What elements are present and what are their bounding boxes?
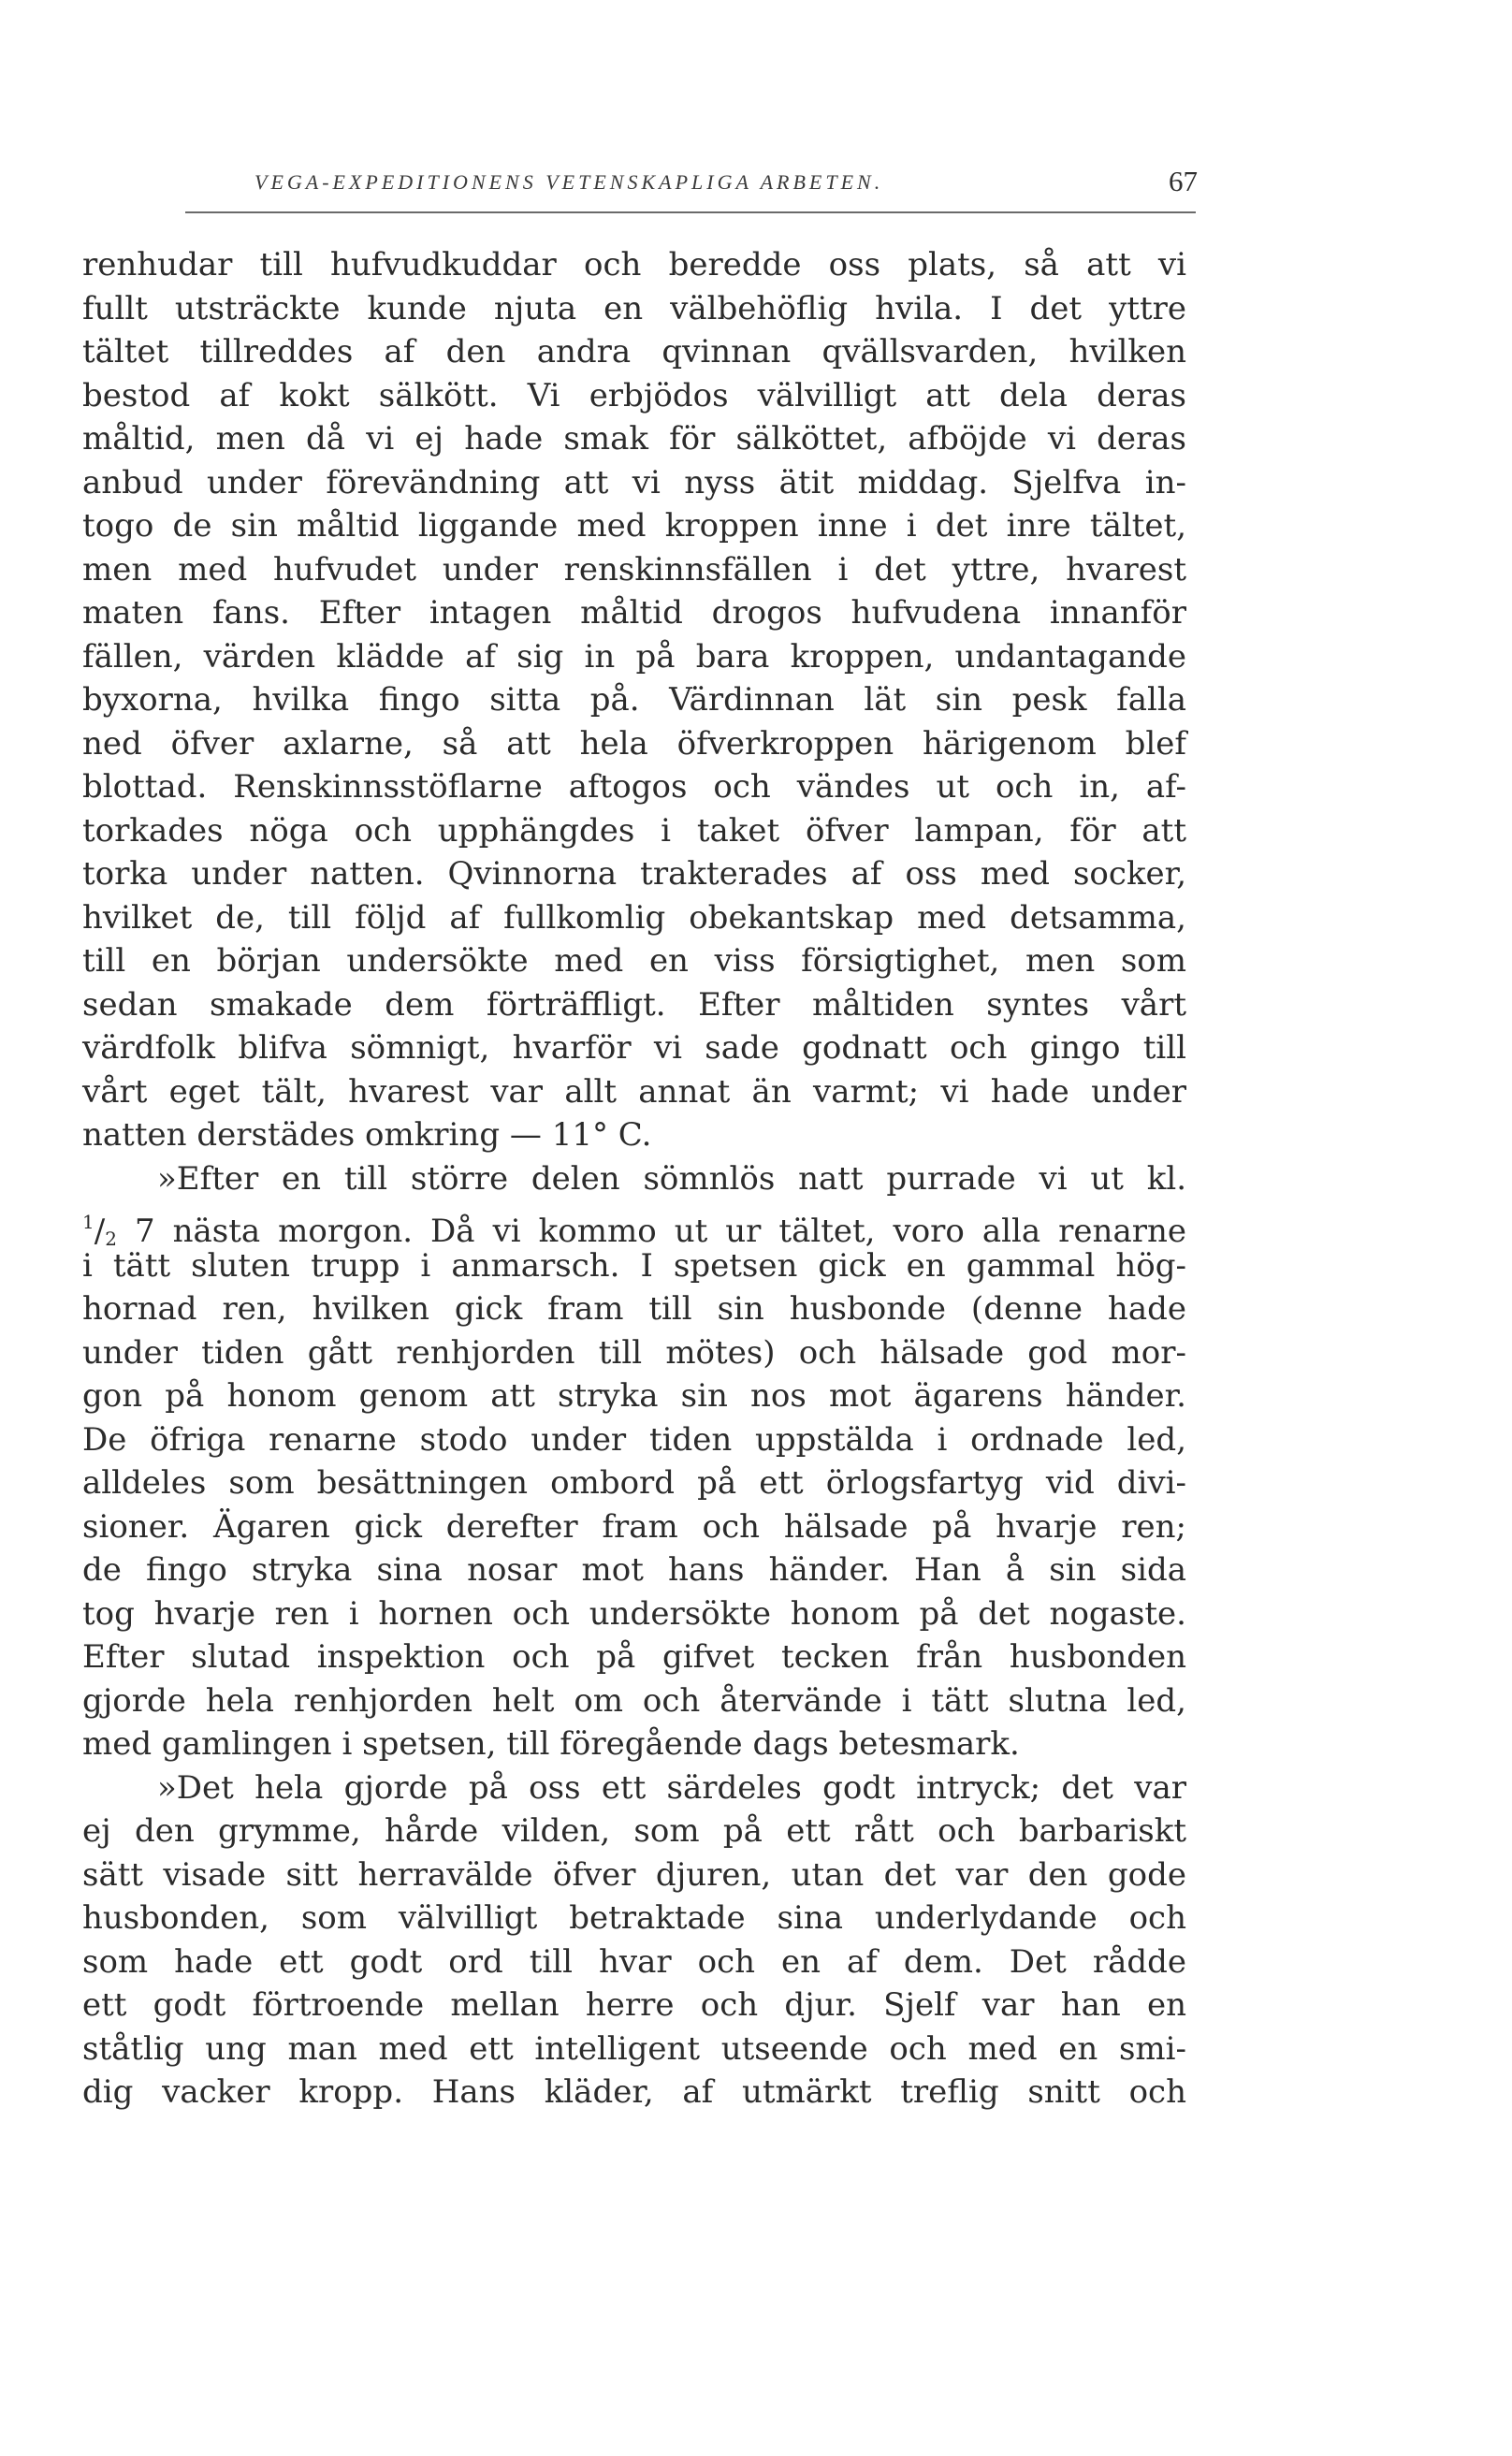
text-line: sioner. Ägaren gick derefter fram och hälsade på hvarje ren; [82,1507,1186,1546]
text-line: dig vacker kropp. Hans kläder, af utmärkt treflig snitt och [82,2073,1186,2111]
fraction-numerator: 1 [82,1211,94,1233]
text-line: tog hvarje ren i hornen och undersökte honom på det nogaste. [82,1594,1186,1633]
text-line: torkades nöga och upphängdes i taket öfver lampan, för att [82,811,1186,850]
text-line: natten derstädes omkring — 11° C. [82,1116,652,1154]
text-line: bestod af kokt sälkött. Vi erbjödos välvilligt att dela deras [82,376,1186,414]
text-line: värdfolk blifva sömnigt, hvarför vi sade godnatt och gingo till [82,1029,1186,1067]
text-line: »Det hela gjorde på oss ett särdeles godt intryck; det var [157,1768,1186,1807]
text-line: alldeles som besättningen ombord på ett örlogsfartyg vid divi- [82,1464,1186,1502]
text-line: renhudar till hufvudkuddar och beredde oss plats, så att vi [82,246,1186,283]
text-line: ej den grymme, hårde vilden, som på ett rått och barbariskt [82,1812,1186,1850]
text-line: sedan smakade dem förträffligt. Efter måltiden syntes vårt [82,985,1186,1024]
text-line: maten fans. Efter intagen måltid drogos hufvudena innanför [82,594,1186,632]
text-line-fraction: $^1/_2$ 7 nästa morgon. Då vi kommo ut ur tältet, voro alla renarne [82,1211,1186,1250]
text-line: blottad. Renskinnsstöflarne aftogos och vändes ut och in, af- [82,768,1186,806]
header-rule [185,211,1196,213]
text-line: fullt utsträckte kunde njuta en välbehöflig hvila. I det yttre [82,289,1186,327]
text-line: hvilket de, till följd af fullkomlig obekantskap med detsamma, [82,898,1186,937]
text-line: som hade ett godt ord till hvar och en af dem. Det rådde [82,1942,1186,1981]
text-line: tältet tillreddes af den andra qvinnan qvällsvarden, hvilken [82,333,1186,371]
page-number: 67 [1169,165,1198,197]
running-title: VEGA-EXPEDITIONENS VETENSKAPLIGA ARBETEN. [254,170,884,194]
text-line: vårt eget tält, hvarest var allt annat än varmt; vi hade under [82,1072,1186,1111]
text-line: togo de sin måltid liggande med kroppen inne i det inre tältet, [82,507,1186,545]
text-line: byxorna, hvilka fingo sitta på. Värdinnan lät sin pesk falla [82,681,1186,719]
text-line: under tiden gått renhjorden till mötes) och hälsade god mor- [82,1333,1186,1372]
text-line: husbonden, som välvilligt betraktade sina underlydande och [82,1899,1186,1937]
text-line: måltid, men då vi ej hade smak för sälköttet, afböjde vi deras [82,420,1186,458]
text-line: Efter slutad inspektion och på gifvet tecken från husbonden [82,1638,1186,1676]
text-line: ett godt förtroende mellan herre och djur. Sjelf var han en [82,1986,1186,2024]
fraction-denominator: 2 [105,1228,117,1250]
text-line: De öfriga renarne stodo under tiden uppstälda i ordnade led, [82,1420,1186,1459]
text-line: gon på honom genom att stryka sin nos mot ägarens händer. [82,1377,1186,1415]
text-line: gjorde hela renhjorden helt om och återvände i tätt slutna led, [82,1681,1186,1720]
text-line: anbud under förevändning att vi nyss ätit middag. Sjelfva in- [82,463,1186,501]
text-line: med gamlingen i spetsen, till föregående dags betesmark. [82,1725,1020,1763]
text-line: fällen, värden klädde af sig in på bara kroppen, undantagande [82,637,1186,676]
text-line: ned öfver axlarne, så att hela öfverkroppen härigenom blef [82,724,1186,763]
text-line: men med hufvudet under renskinnsfällen i det yttre, hvarest [82,550,1186,589]
text-line-rest: 7 nästa morgon. Då vi kommo ut ur tältet, voro alla renarne [134,1213,1186,1250]
text-line: »Efter en till större delen sömnlös natt purrade vi ut kl. [157,1159,1186,1198]
text-line: i tätt sluten trupp i anmarsch. I spetsen gick en gammal hög- [82,1246,1186,1285]
running-head [254,165,1198,202]
body-text [82,243,1186,2114]
text-line: de fingo stryka sina nosar mot hans händer. Han å sin sida [82,1551,1186,1589]
text-line: hornad ren, hvilken gick fram till sin husbonde (denne hade [82,1290,1186,1328]
text-line: ståtlig ung man med ett intelligent utseende och med en smi- [82,2029,1186,2068]
text-line: sätt visade sitt herravälde öfver djuren, utan det var den gode [82,1855,1186,1894]
text-line: torka under natten. Qvinnorna trakterades af oss med socker, [82,855,1186,893]
text-line: till en början undersökte med en viss försigtighet, men som [82,942,1186,980]
